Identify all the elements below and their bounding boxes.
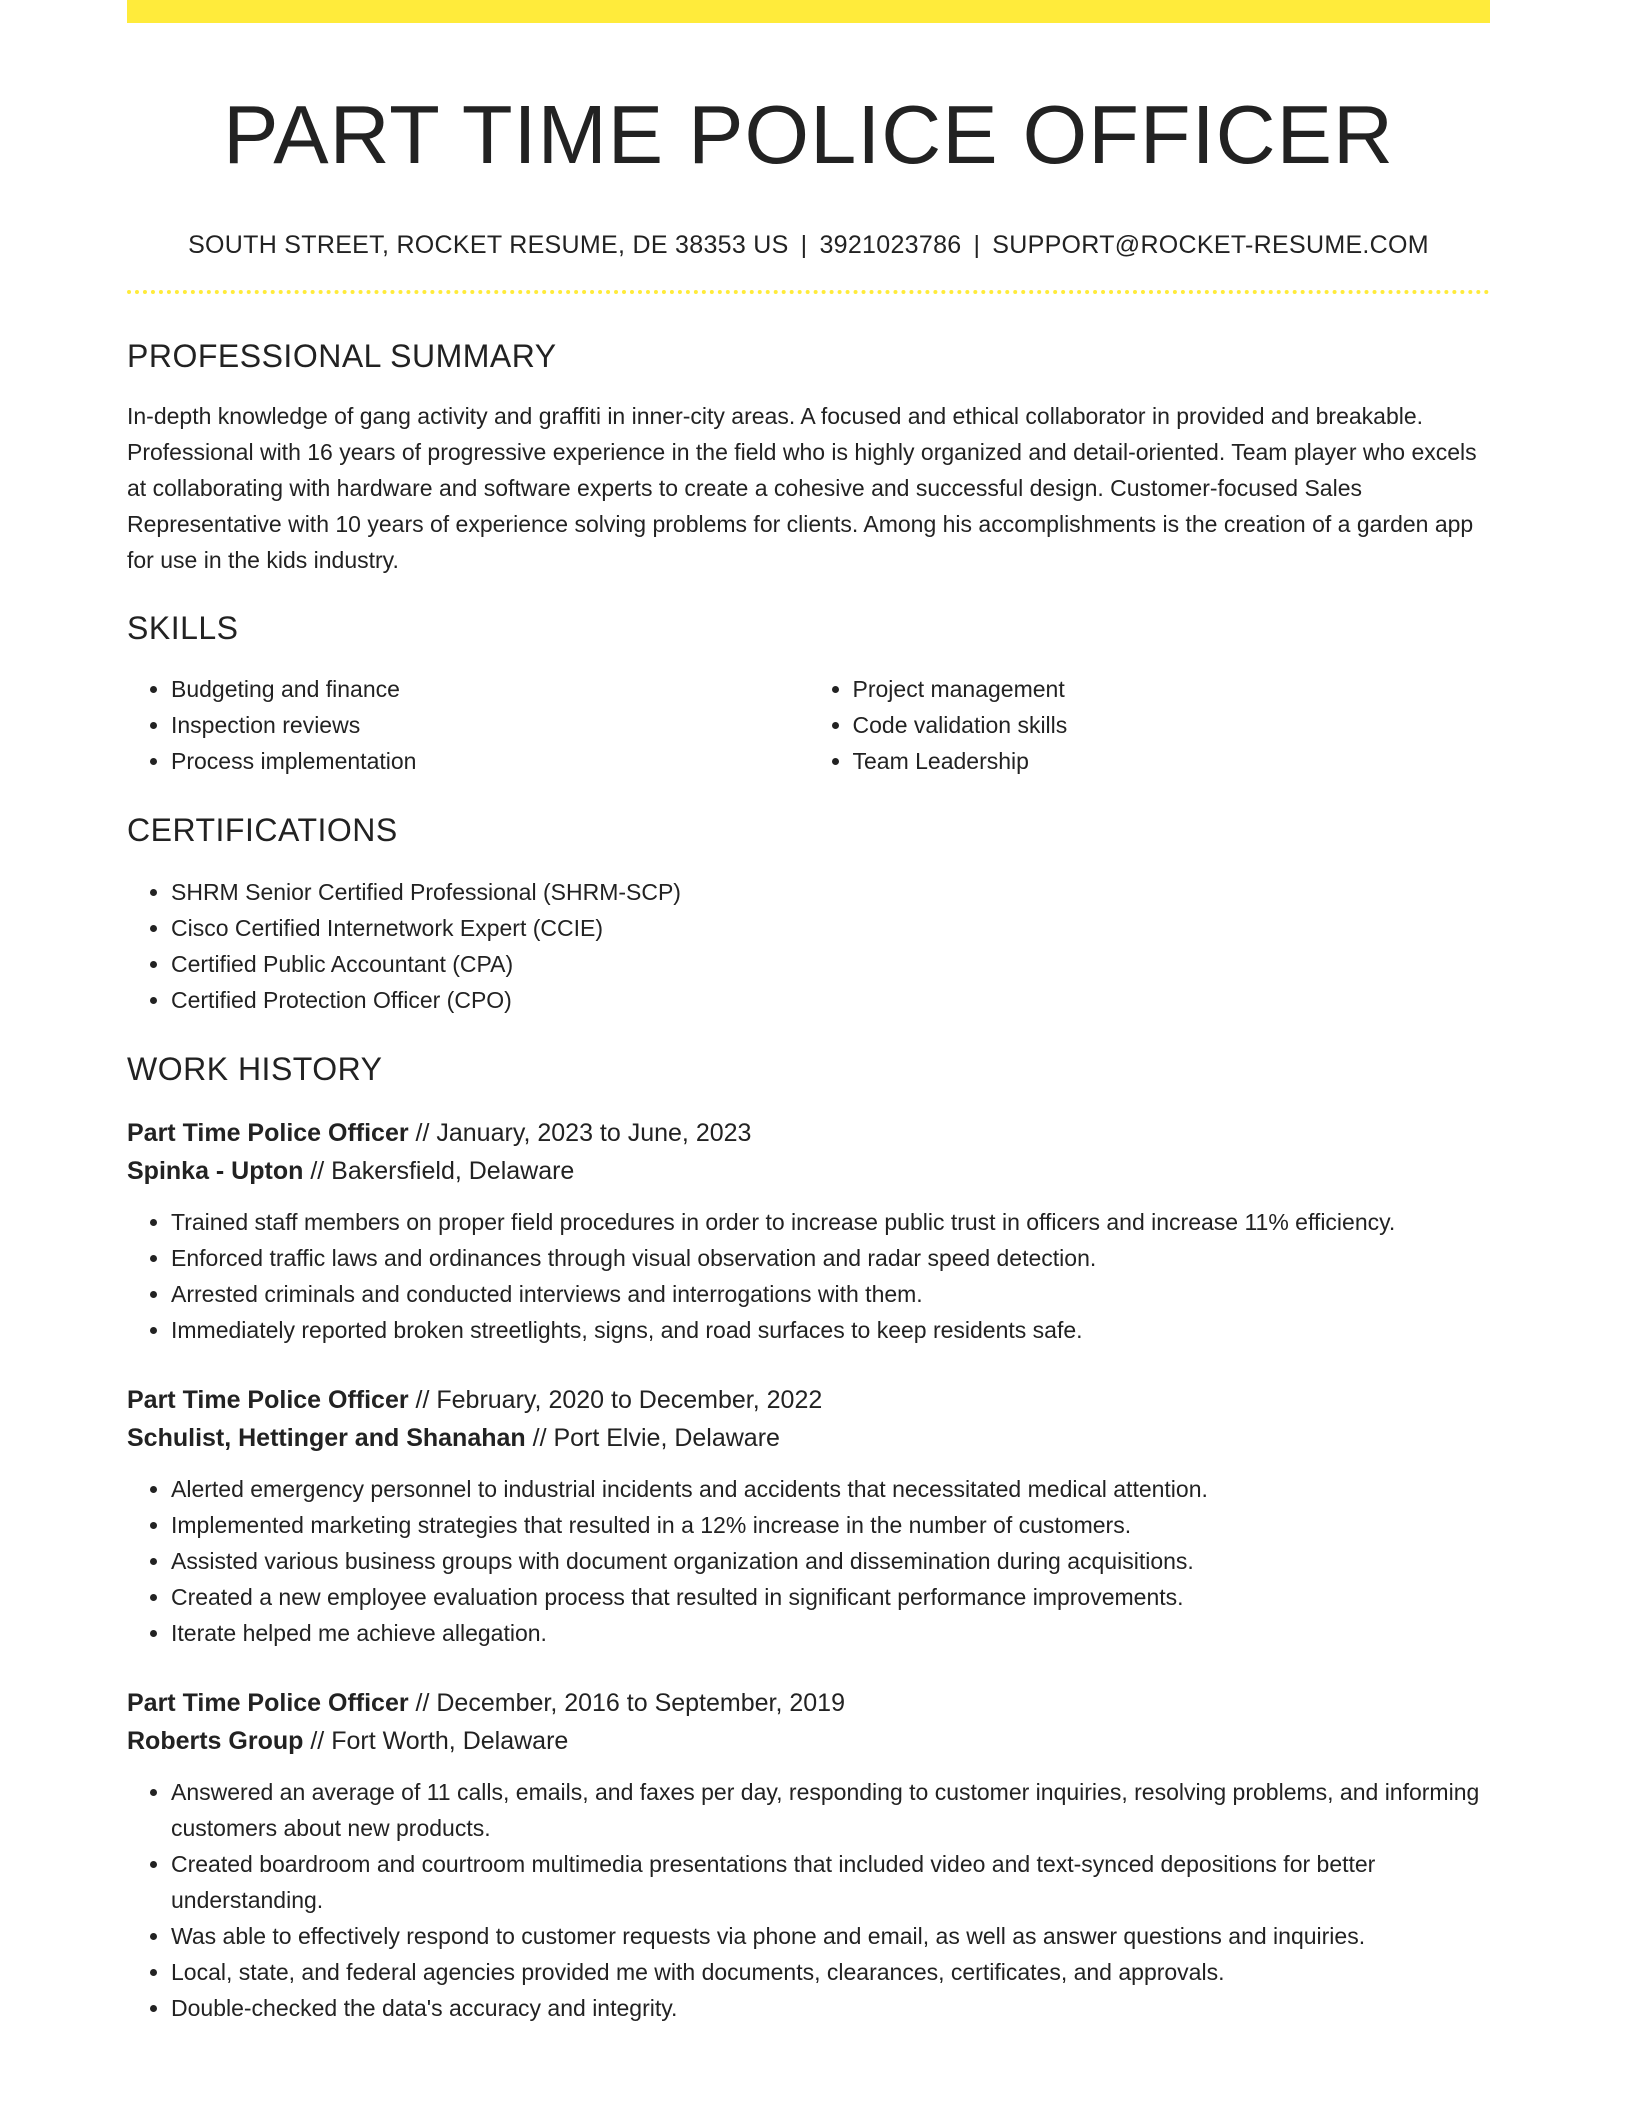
skill-item: • Process implementation — [171, 743, 809, 779]
job-role: Part Time Police Officer — [127, 1386, 409, 1415]
job-bullet: • Created a new employee evaluation process that resulted in significant performance improvements. — [171, 1579, 1490, 1615]
skill-item: • Inspection reviews — [171, 707, 809, 743]
contact-separator: | — [800, 230, 808, 259]
skill-item: • Project management — [853, 671, 1491, 707]
job-bullet: • Answered an average of 11 calls, emails, and faxes per day, responding to customer inquiries, resolving problems, and informing customers about new products. — [171, 1774, 1490, 1846]
skills-columns — [127, 671, 1490, 779]
job-entry — [127, 1114, 1490, 1348]
skill-item: • Code validation skills — [853, 707, 1491, 743]
skills-right-list — [809, 671, 1491, 779]
certification-item: • Certified Protection Officer (CPO) — [171, 982, 1490, 1018]
job-bullets — [127, 1471, 1490, 1651]
job-role-line — [127, 1684, 1490, 1722]
contact-email: SUPPORT@ROCKET-RESUME.COM — [992, 230, 1429, 259]
job-company-line — [127, 1419, 1490, 1457]
dotted-divider — [127, 290, 1490, 294]
job-location: // Port Elvie, Delaware — [525, 1424, 780, 1453]
job-role: Part Time Police Officer — [127, 1689, 409, 1718]
certification-item: • Certified Public Accountant (CPA) — [171, 946, 1490, 982]
skills-left-list — [127, 671, 809, 779]
certifications-heading: CERTIFICATIONS — [127, 812, 398, 849]
skill-item: • Team Leadership — [853, 743, 1491, 779]
job-role: Part Time Police Officer — [127, 1119, 409, 1148]
certifications-list — [127, 874, 1490, 1018]
job-bullet: • Trained staff members on proper field procedures in order to increase public trust in officers and increase 11% efficiency. — [171, 1204, 1490, 1240]
resume-name: PART TIME POLICE OFFICER — [223, 88, 1394, 181]
certification-item: • Cisco Certified Internetwork Expert (CCIE) — [171, 910, 1490, 946]
summary-text: In-depth knowledge of gang activity and graffiti in inner-city areas. A focused and ethical collaborator in provided and breakable. Professional with 16 years of progressive experience in the field who is highly organized and detail-oriented. Team player who excels at collaborating with hardware and software experts to create a cohesive and successful design. Customer-focused Sales Representative with 10 years of experience solving problems for clients. Among his accomplishments is the creation of a garden app for use in the kids industry. — [127, 402, 1477, 573]
job-bullets — [127, 1774, 1490, 2026]
job-location: // Fort Worth, Delaware — [303, 1727, 569, 1756]
job-bullet: • Alerted emergency personnel to industrial incidents and accidents that necessitated medical attention. — [171, 1471, 1490, 1507]
job-dates: // December, 2016 to September, 2019 — [408, 1689, 845, 1718]
skills-heading: SKILLS — [127, 609, 239, 646]
job-company-line — [127, 1722, 1490, 1760]
job-company: Spinka - Upton — [127, 1157, 304, 1186]
job-role-line — [127, 1114, 1490, 1152]
job-entry — [127, 1684, 1490, 2026]
job-bullet: • Created boardroom and courtroom multimedia presentations that included video and text-synced depositions for better understanding. — [171, 1846, 1490, 1918]
contact-separator: | — [973, 230, 981, 259]
job-bullet: • Local, state, and federal agencies provided me with documents, clearances, certificates, and approvals. — [171, 1954, 1490, 1990]
job-location: // Bakersfield, Delaware — [303, 1157, 575, 1186]
job-bullet: • Iterate helped me achieve allegation. — [171, 1615, 1490, 1651]
job-bullet: • Was able to effectively respond to customer requests via phone and email, as well as answer questions and inquiries. — [171, 1918, 1490, 1954]
job-bullets — [127, 1204, 1490, 1348]
skill-item: • Budgeting and finance — [171, 671, 809, 707]
contact-address: SOUTH STREET, ROCKET RESUME, DE 38353 US — [188, 230, 789, 259]
contact-line — [127, 231, 1490, 260]
contact-phone: 3921023786 — [819, 230, 962, 259]
summary-heading: PROFESSIONAL SUMMARY — [127, 337, 557, 374]
job-company-line — [127, 1152, 1490, 1190]
job-entry — [127, 1381, 1490, 1651]
job-company: Schulist, Hettinger and Shanahan — [127, 1424, 526, 1453]
job-bullet: • Enforced traffic laws and ordinances through visual observation and radar speed detection. — [171, 1240, 1490, 1276]
job-bullet: • Immediately reported broken streetlights, signs, and road surfaces to keep residents safe. — [171, 1312, 1490, 1348]
job-bullet: • Implemented marketing strategies that resulted in a 12% increase in the number of customers. — [171, 1507, 1490, 1543]
certification-item: • SHRM Senior Certified Professional (SHRM-SCP) — [171, 874, 1490, 910]
job-dates: // February, 2020 to December, 2022 — [408, 1386, 823, 1415]
job-company: Roberts Group — [127, 1727, 304, 1756]
job-dates: // January, 2023 to June, 2023 — [408, 1119, 752, 1148]
job-bullet: • Arrested criminals and conducted interviews and interrogations with them. — [171, 1276, 1490, 1312]
accent-top-bar — [127, 0, 1490, 23]
job-bullet: • Double-checked the data's accuracy and integrity. — [171, 1990, 1490, 2026]
job-role-line — [127, 1381, 1490, 1419]
resume-page — [127, 0, 1490, 2026]
work-history-heading: WORK HISTORY — [127, 1050, 383, 1087]
job-bullet: • Assisted various business groups with document organization and dissemination during acquisitions. — [171, 1543, 1490, 1579]
